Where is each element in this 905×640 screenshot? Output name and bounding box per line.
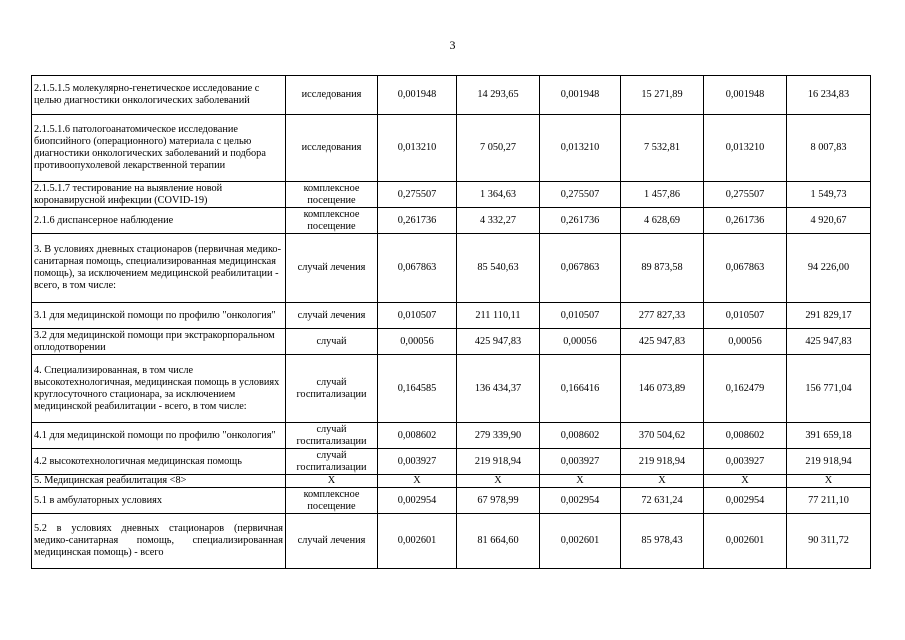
value-cell-rate-3: 0,002954	[704, 488, 787, 514]
table-row	[32, 449, 871, 475]
value-cell-cost-2: 72 631,24	[621, 488, 704, 514]
table-row	[32, 475, 871, 488]
value-cell-rate-1: 0,261736	[378, 208, 457, 234]
value-cell-rate-2: 0,003927	[540, 449, 621, 475]
page-number: 3	[449, 38, 456, 52]
row-name-cell: 4. Специализированная, в том числе высокотехнологичная, медицинская помощь в условиях круглосуточного стационара, за исключением медицинской реабилитации - всего, в том числе:	[32, 355, 286, 423]
value-cell-cost-3: 90 311,72	[787, 514, 871, 569]
value-cell-rate-1: 0,067863	[378, 234, 457, 303]
row-name-cell: 5.2 в условиях дневных стационаров (первичная медико-санитарная помощь, специализированная медицинская помощь) - всего	[32, 514, 286, 569]
row-name-cell: 5. Медицинская реабилитация <8>	[32, 475, 286, 488]
value-cell-cost-2: 15 271,89	[621, 76, 704, 115]
value-cell-cost-2: 7 532,81	[621, 115, 704, 182]
value-cell-cost-1: Х	[457, 475, 540, 488]
table-row	[32, 423, 871, 449]
value-cell-rate-1: 0,00056	[378, 329, 457, 355]
table-row	[32, 234, 871, 303]
value-cell-cost-3: 425 947,83	[787, 329, 871, 355]
value-cell-cost-1: 67 978,99	[457, 488, 540, 514]
value-cell-rate-3: 0,00056	[704, 329, 787, 355]
value-cell-cost-2: 370 504,62	[621, 423, 704, 449]
value-cell-rate-1: 0,001948	[378, 76, 457, 115]
row-name-cell: 5.1 в амбулаторных условиях	[32, 488, 286, 514]
value-cell-rate-1: 0,013210	[378, 115, 457, 182]
value-cell-cost-3: 391 659,18	[787, 423, 871, 449]
value-cell-cost-1: 211 110,11	[457, 303, 540, 329]
value-cell-rate-1: Х	[378, 475, 457, 488]
value-cell-rate-3: 0,010507	[704, 303, 787, 329]
value-cell-rate-3: 0,275507	[704, 182, 787, 208]
value-cell-cost-2: 277 827,33	[621, 303, 704, 329]
unit-cell: комплексное посещение	[286, 182, 378, 208]
value-cell-cost-3: Х	[787, 475, 871, 488]
value-cell-cost-1: 279 339,90	[457, 423, 540, 449]
value-cell-cost-2: 425 947,83	[621, 329, 704, 355]
table-row	[32, 208, 871, 234]
value-cell-rate-1: 0,008602	[378, 423, 457, 449]
value-cell-rate-3: 0,001948	[704, 76, 787, 115]
table-row	[32, 488, 871, 514]
row-name-cell: 4.2 высокотехнологичная медицинская помощь	[32, 449, 286, 475]
value-cell-cost-1: 4 332,27	[457, 208, 540, 234]
value-cell-cost-1: 1 364,63	[457, 182, 540, 208]
value-cell-cost-1: 81 664,60	[457, 514, 540, 569]
value-cell-rate-2: 0,275507	[540, 182, 621, 208]
value-cell-rate-2: 0,001948	[540, 76, 621, 115]
value-cell-rate-1: 0,002954	[378, 488, 457, 514]
value-cell-cost-3: 16 234,83	[787, 76, 871, 115]
value-cell-rate-1: 0,003927	[378, 449, 457, 475]
unit-cell: случай лечения	[286, 303, 378, 329]
value-cell-rate-3: 0,002601	[704, 514, 787, 569]
unit-cell: случай госпитализации	[286, 449, 378, 475]
value-cell-rate-1: 0,275507	[378, 182, 457, 208]
value-cell-cost-1: 425 947,83	[457, 329, 540, 355]
value-cell-cost-3: 156 771,04	[787, 355, 871, 423]
value-cell-rate-3: 0,013210	[704, 115, 787, 182]
value-cell-cost-2: 219 918,94	[621, 449, 704, 475]
value-cell-cost-2: 1 457,86	[621, 182, 704, 208]
value-cell-rate-3: 0,067863	[704, 234, 787, 303]
row-name-cell: 3.1 для медицинской помощи по профилю "онкология"	[32, 303, 286, 329]
unit-cell: Х	[286, 475, 378, 488]
value-cell-cost-3: 219 918,94	[787, 449, 871, 475]
value-cell-cost-3: 4 920,67	[787, 208, 871, 234]
table-row	[32, 182, 871, 208]
value-cell-cost-1: 7 050,27	[457, 115, 540, 182]
value-cell-rate-1: 0,002601	[378, 514, 457, 569]
value-cell-rate-3: 0,008602	[704, 423, 787, 449]
value-cell-cost-3: 1 549,73	[787, 182, 871, 208]
value-cell-cost-2: Х	[621, 475, 704, 488]
value-cell-cost-1: 219 918,94	[457, 449, 540, 475]
unit-cell: случай госпитализации	[286, 423, 378, 449]
value-cell-cost-3: 8 007,83	[787, 115, 871, 182]
value-cell-rate-2: 0,008602	[540, 423, 621, 449]
value-cell-rate-2: 0,067863	[540, 234, 621, 303]
value-cell-rate-3: 0,162479	[704, 355, 787, 423]
unit-cell: комплексное посещение	[286, 208, 378, 234]
value-cell-rate-3: 0,003927	[704, 449, 787, 475]
norms-table	[31, 75, 871, 569]
table-row	[32, 355, 871, 423]
value-cell-cost-2: 85 978,43	[621, 514, 704, 569]
value-cell-cost-2: 146 073,89	[621, 355, 704, 423]
value-cell-rate-2: 0,013210	[540, 115, 621, 182]
value-cell-cost-3: 94 226,00	[787, 234, 871, 303]
value-cell-rate-2: 0,166416	[540, 355, 621, 423]
value-cell-rate-2: 0,00056	[540, 329, 621, 355]
value-cell-rate-1: 0,164585	[378, 355, 457, 423]
unit-cell: случай лечения	[286, 234, 378, 303]
unit-cell: случай	[286, 329, 378, 355]
unit-cell: исследования	[286, 115, 378, 182]
value-cell-cost-1: 85 540,63	[457, 234, 540, 303]
unit-cell: исследования	[286, 76, 378, 115]
row-name-cell: 4.1 для медицинской помощи по профилю "онкология"	[32, 423, 286, 449]
value-cell-rate-2: 0,010507	[540, 303, 621, 329]
value-cell-rate-3: Х	[704, 475, 787, 488]
value-cell-rate-2: 0,261736	[540, 208, 621, 234]
row-name-cell: 2.1.6 диспансерное наблюдение	[32, 208, 286, 234]
table-row	[32, 329, 871, 355]
unit-cell: случай лечения	[286, 514, 378, 569]
table-row	[32, 76, 871, 115]
value-cell-cost-2: 4 628,69	[621, 208, 704, 234]
table-body	[32, 76, 871, 569]
row-name-cell: 2.1.5.1.6 патологоанатомическое исследование биопсийного (операционного) материала с целью диагностики онкологических заболеваний и подбора противоопухолевой лекарственной терапии	[32, 115, 286, 182]
value-cell-cost-1: 14 293,65	[457, 76, 540, 115]
table-row	[32, 514, 871, 569]
table-row	[32, 303, 871, 329]
value-cell-rate-2: Х	[540, 475, 621, 488]
value-cell-rate-1: 0,010507	[378, 303, 457, 329]
value-cell-cost-3: 291 829,17	[787, 303, 871, 329]
value-cell-cost-2: 89 873,58	[621, 234, 704, 303]
row-name-cell: 3. В условиях дневных стационаров (первичная медико-санитарная помощь, специализированная медицинская помощь), за исключением медицинской реабилитации - всего, в том числе:	[32, 234, 286, 303]
value-cell-rate-2: 0,002954	[540, 488, 621, 514]
value-cell-rate-3: 0,261736	[704, 208, 787, 234]
row-name-cell: 3.2 для медицинской помощи при экстракорпоральном оплодотворении	[32, 329, 286, 355]
value-cell-cost-3: 77 211,10	[787, 488, 871, 514]
row-name-cell: 2.1.5.1.5 молекулярно-генетическое исследование с целью диагностики онкологических заболеваний	[32, 76, 286, 115]
row-name-cell: 2.1.5.1.7 тестирование на выявление новой коронавирусной инфекции (COVID-19)	[32, 182, 286, 208]
value-cell-rate-2: 0,002601	[540, 514, 621, 569]
table-row	[32, 115, 871, 182]
unit-cell: комплексное посещение	[286, 488, 378, 514]
value-cell-cost-1: 136 434,37	[457, 355, 540, 423]
unit-cell: случай госпитализации	[286, 355, 378, 423]
